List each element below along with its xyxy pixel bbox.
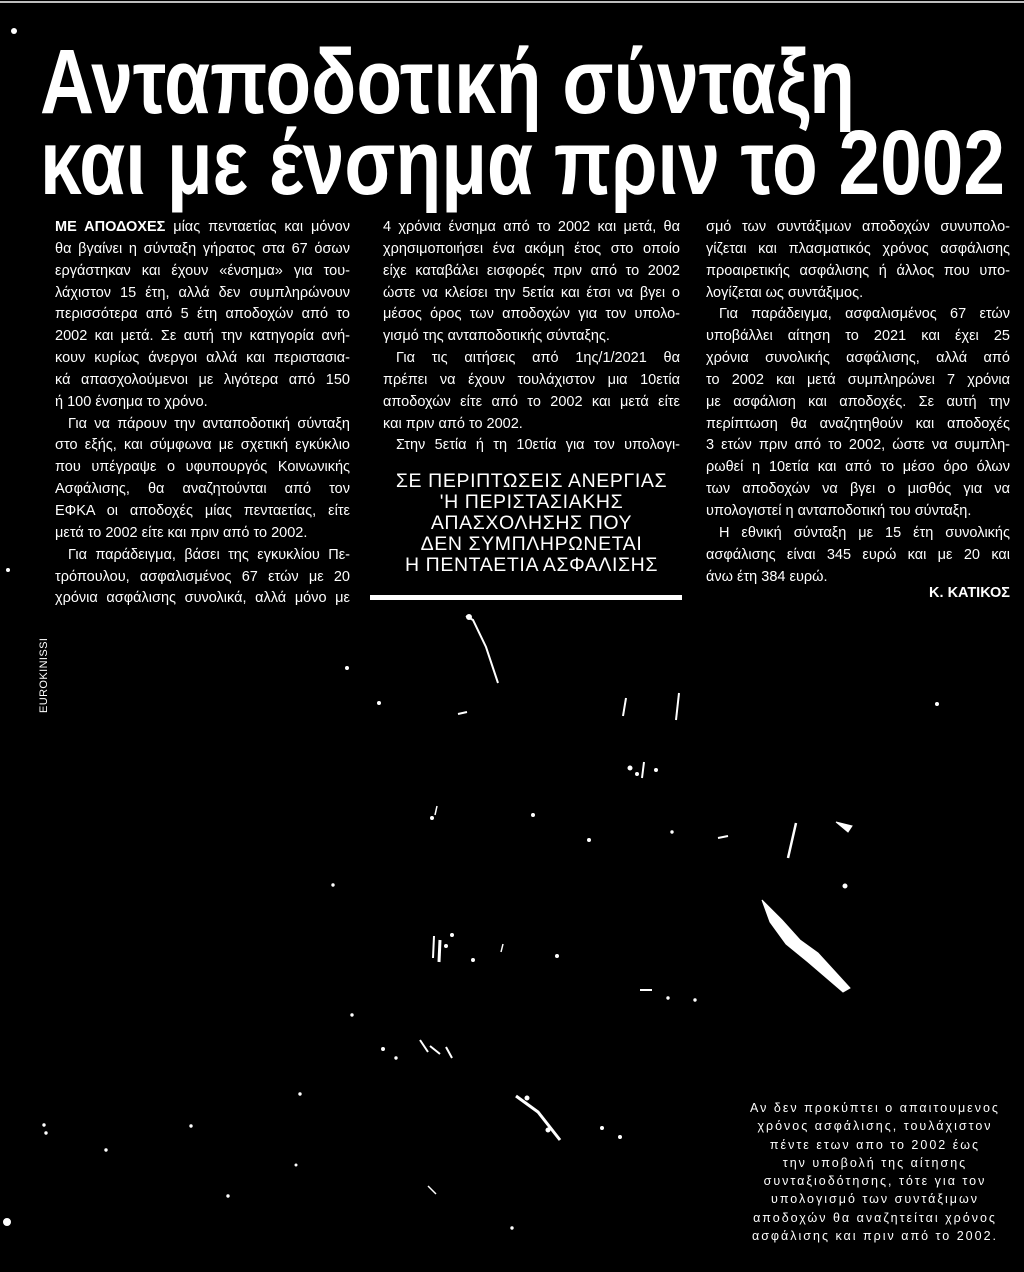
pull-quote-line: ΣΕ ΠΕΡΙΠΤΩΣΕΙΣ ΑΝΕΡΓΙΑΣ [395, 470, 668, 492]
article-line: το 2002 και μετά συμπληρώνει 7 χρόνια [706, 371, 1010, 388]
article-line: κά απασχολούμενοι με λιγότερα από 150 [55, 371, 350, 388]
paragraph [55, 414, 350, 545]
article-line: λογίζεται ως συντάξιμος. [706, 284, 864, 301]
article-line: 4 χρόνια ένσημα από το 2002 και μετά, θα [383, 219, 680, 235]
article-line: αποδοχών είτε από το 2002 και μετά είτε [383, 393, 680, 410]
headline-line-2: και με ένσημα πριν το 2002 [40, 112, 1005, 214]
article-line: Ασφάλισης, θα αναζητούνται από τον [55, 481, 350, 498]
margin-dot [6, 568, 10, 572]
caption-line: χρόνος ασφάλισης, τουλάχιστον [757, 1119, 993, 1134]
article-line: μετά το 2002 είτε και πριν από το 2002. [55, 524, 308, 541]
pull-quote-rule [370, 595, 682, 600]
article-column-3 [706, 217, 1010, 588]
article-line: των αποδοχών να βγει ο μισθός για να [706, 481, 1010, 498]
article-line [55, 217, 350, 239]
article-line: υπολογιστεί η ανταποδοτική του σύνταξη. [706, 502, 972, 519]
byline: Κ. ΚΑΤΙΚΟΣ [929, 585, 1010, 601]
article-line: υποβάλλει αίτηση το 2021 και έχει 25 [706, 328, 1010, 345]
caption-line: αποδοχών θα αναζητείται χρόνος [753, 1210, 997, 1225]
paragraph [706, 304, 1010, 522]
pull-quote-line: Η ΠΕΝΤΑΕΤΙΑ ΑΣΦΑΛΙΣΗΣ [404, 554, 659, 576]
article-line: χρόνια συνολικής ασφάλισης, αλλά από [706, 350, 1010, 367]
pull-quote-line: 'Η ΠΕΡΙΣΤΑΣΙΑΚΗΣ [439, 491, 624, 513]
article-line: περίπτωση θα αναζητηθούν και αποδοχές [706, 415, 1010, 432]
article-line: Για τις αιτήσεις από 1ης/1/2021 θα [396, 350, 680, 367]
article-line: σμό των συντάξιμων αποδοχών συνυπολο- [706, 219, 1010, 235]
article-line: τρόπουλου, ασφαλισμένος 67 ετών με 20 [55, 568, 350, 585]
article-line: γισμό της ανταποδοτικής σύνταξης. [383, 328, 610, 345]
paragraph [706, 523, 1010, 589]
paragraph [383, 435, 680, 457]
article-line: Για να πάρουν την ανταποδοτική σύνταξη [68, 415, 350, 432]
paragraph [383, 348, 680, 435]
caption-line: Αν δεν προκύπτει ο απαιτουμενος [750, 1101, 1000, 1115]
article-line: προαιρετικής ασφάλισης ή άλλος που υπο- [706, 262, 1010, 279]
article-column-1 [55, 217, 350, 610]
article-line: περισσότερα από 5 έτη αποδοχών από το [55, 306, 350, 323]
article-line: 3 ετών πριν από το 2002, ώστε να συμπλη- [706, 437, 1010, 454]
caption-line: συνταξιοδότησης, τότε για τον [763, 1174, 987, 1189]
pull-quote-line: ΑΠΑΣΧΟΛΗΣΗΣ ΠΟΥ [430, 512, 633, 534]
article-line: χρόνια ασφάλισης συνολικά, αλλά μόνο με [55, 590, 350, 607]
article-column-2 [383, 217, 680, 457]
article-line: είχε καταβάλει εισφορές πριν από το 2002 [383, 262, 680, 279]
photo-credit: EUROKINISSI [38, 637, 50, 713]
article-line-text: μίας πενταετίας και μόνον [173, 219, 350, 235]
paragraph [706, 217, 1010, 304]
article-line: που υπέγραψε ο υφυπουργός Κοινωνικής [55, 459, 350, 476]
article-line: Στην 5ετία ή τη 10ετία για τον υπολογι- [396, 437, 680, 454]
paragraph [55, 545, 350, 611]
article-line: μέσος όρος των αποδοχών για τον υπολο- [383, 306, 680, 323]
article-line: ώστε να κλείσει την 5ετία και έτσι να βγει ο [383, 284, 680, 301]
article-line: με ασφάλιση και αποδοχές. Σε αυτή την [706, 393, 1010, 410]
article-line: 2002 και μετά. Σε αυτή την κατηγορία ανή- [55, 328, 350, 345]
article-line: ασφάλισης είναι 345 ευρώ και με 20 και [706, 546, 1010, 563]
article-line: εργάστηκαν και έχουν «ένσημα» για του- [55, 262, 350, 279]
article-line: Για παράδειγμα, ασφαλισμένος 67 ετών [719, 306, 1010, 323]
article-line: γίζεται και πλασματικός χρόνος ασφάλισης [706, 240, 1010, 257]
pull-quote-line: ΔΕΝ ΣΥΜΠΛΗΡΩΝΕΤΑΙ [420, 533, 643, 555]
pull-quote [383, 471, 680, 576]
article-line: χρησιμοποιήσει ένα ακόμη έτος στο οποίο [383, 240, 680, 257]
article-line: άνω έτη 384 ευρώ. [706, 568, 828, 585]
article-line: κουν κυρίως άνεργοι αλλά και περιστασια- [55, 350, 350, 367]
article-line: στο εξής, και σύμφωνα με σχετική εγκύκλιο [55, 437, 350, 454]
article-line: Η εθνική σύνταξη με 15 έτη συνολικής [719, 524, 1010, 541]
article-line: ρωθεί η 10ετία και από το μέσο όρο όλων [706, 459, 1010, 476]
headline [0, 0, 1024, 215]
paragraph [55, 217, 350, 414]
article-line: και πριν από το 2002. [383, 415, 523, 432]
article-line: πρέπει να έχουν τουλάχιστον μια 10ετία [383, 371, 680, 388]
caption-line: ασφάλισης και πριν από το 2002. [751, 1229, 998, 1244]
article-line: ή 100 ένσημα το χρόνο. [55, 393, 208, 410]
paragraph [383, 217, 680, 348]
caption-line: την υποβολή της αίτησης [782, 1155, 968, 1170]
caption-line: υπολογισμό των συντάξιμων [771, 1192, 979, 1207]
article-line: ΕΦΚΑ οι αποδοχές μίας πενταετίας, είτε [55, 502, 350, 519]
article-line: Για παράδειγμα, βάσει της εγκυκλίου Πε- [68, 546, 350, 563]
article-line: θα βγαίνει η σύνταξη γήρατος στα 67 όσων [55, 240, 350, 257]
headline-line-1: Ανταποδοτική σύνταξη [40, 31, 855, 133]
lead-caps: ΜΕ ΑΠΟΔΟΧΕΣ [55, 219, 166, 235]
article-line: λάχιστον 15 έτη, αλλά δεν συμπληρώνουν [55, 284, 350, 301]
photo-caption [740, 1099, 1010, 1245]
caption-line: πέντε ετων απο το 2002 έως [769, 1137, 981, 1152]
